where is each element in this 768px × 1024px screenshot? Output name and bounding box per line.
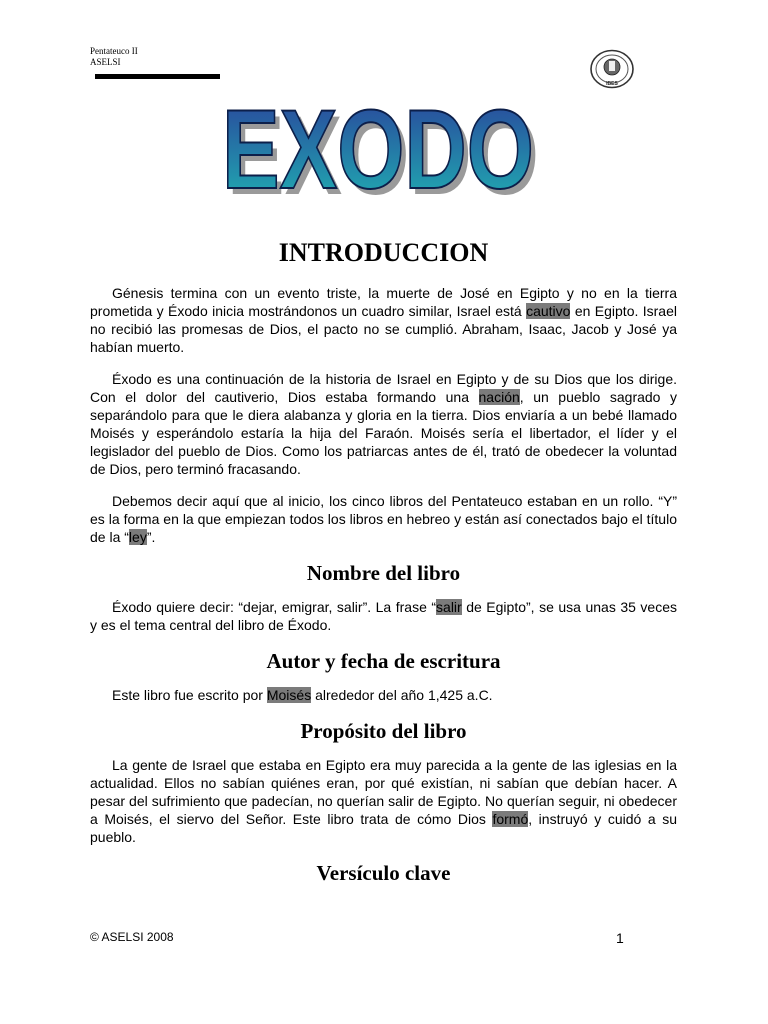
proposito-heading: Propósito del libro	[300, 719, 467, 743]
highlight-formo: formó	[492, 811, 529, 827]
highlight-ley: ley	[128, 529, 147, 545]
autor-paragraph: Este libro fue escrito por Moisés alrededor del año 1,425 a.C.	[112, 687, 493, 703]
intro-paragraph-3: Debemos decir aquí que al inicio, los cinco libros del Pentateuco estaban en un rollo. “Y” es la forma en la que empiezan todos los libros en hebreo y están así conectados bajo el título de la “ley”.	[90, 493, 677, 545]
nombre-paragraph: Éxodo quiere decir: “dejar, emigrar, salir”. La frase “salir de Egipto”, se usa unas 35 veces y es el tema central del libro de Éxodo.	[90, 599, 677, 633]
highlight-moises: Moisés	[266, 687, 312, 703]
autor-heading: Autor y fecha de escritura	[266, 649, 501, 673]
intro-paragraph-2: Éxodo es una continuación de la historia de Israel en Egipto y de su Dios que los dirige. Con el dolor del cautiverio, Dios estaba formando una nación, un pueblo sagrado y separándolo para que le diera alabanza y gloria en la tierra. Dios enviaría a un bebé llamado Moisés y esperándolo estaría la hija del Faraón. Moisés sería el libertador, el líder y el legislador del pueblo de Dios. Como los patriarcas antes de él, trató de obedecer la voluntad de Dios, pero terminó fracasando.	[90, 371, 677, 477]
proposito-paragraph: La gente de Israel que estaba en Egipto era muy parecida a la gente de las iglesias en la actualidad. Ellos no sabían quiénes eran, por qué existían, ni sabían que debían hacer. A pesar del sufrimiento que padecían, no querían salir de Egipto. No querían seguir, ni obedecer a Moisés, el siervo del Señor. Este libro trata de cómo Dios formó, instruyó y cuidó a su pueblo.	[90, 757, 677, 845]
document-body	[90, 236, 677, 898]
intro-paragraph-1: Génesis termina con un evento triste, la muerte de José en Egipto y no en la tierra prometida y Éxodo inicia mostrándonos un cuadro similar, Israel está cautivo en Egipto. Israel no recibió las promesas de Dios, el pacto no se cumplió. Abraham, Isaac, Jacob y José ya habían muerto.	[90, 285, 677, 355]
highlight-cautivo: cautivo	[526, 303, 571, 319]
seal-icon	[589, 49, 635, 89]
running-header	[90, 46, 138, 68]
header-course: Pentateuco II	[90, 46, 138, 56]
header-org: ASELSI	[90, 57, 121, 67]
highlight-nacion: nación	[478, 389, 520, 405]
versiculo-heading: Versículo clave	[316, 861, 451, 885]
page-number: 1	[616, 930, 624, 946]
logo-shadow: EXODO	[227, 93, 539, 204]
seal-label: IBES	[606, 81, 618, 87]
highlight-salir: salir	[436, 599, 462, 615]
nombre-heading: Nombre del libro	[306, 561, 461, 585]
exodo-wordart-logo	[200, 88, 560, 204]
intro-heading: INTRODUCCION	[278, 238, 489, 267]
footer-copyright: © ASELSI 2008	[90, 930, 174, 944]
logo-word: EXODO	[222, 88, 534, 204]
header-rule	[95, 74, 220, 79]
